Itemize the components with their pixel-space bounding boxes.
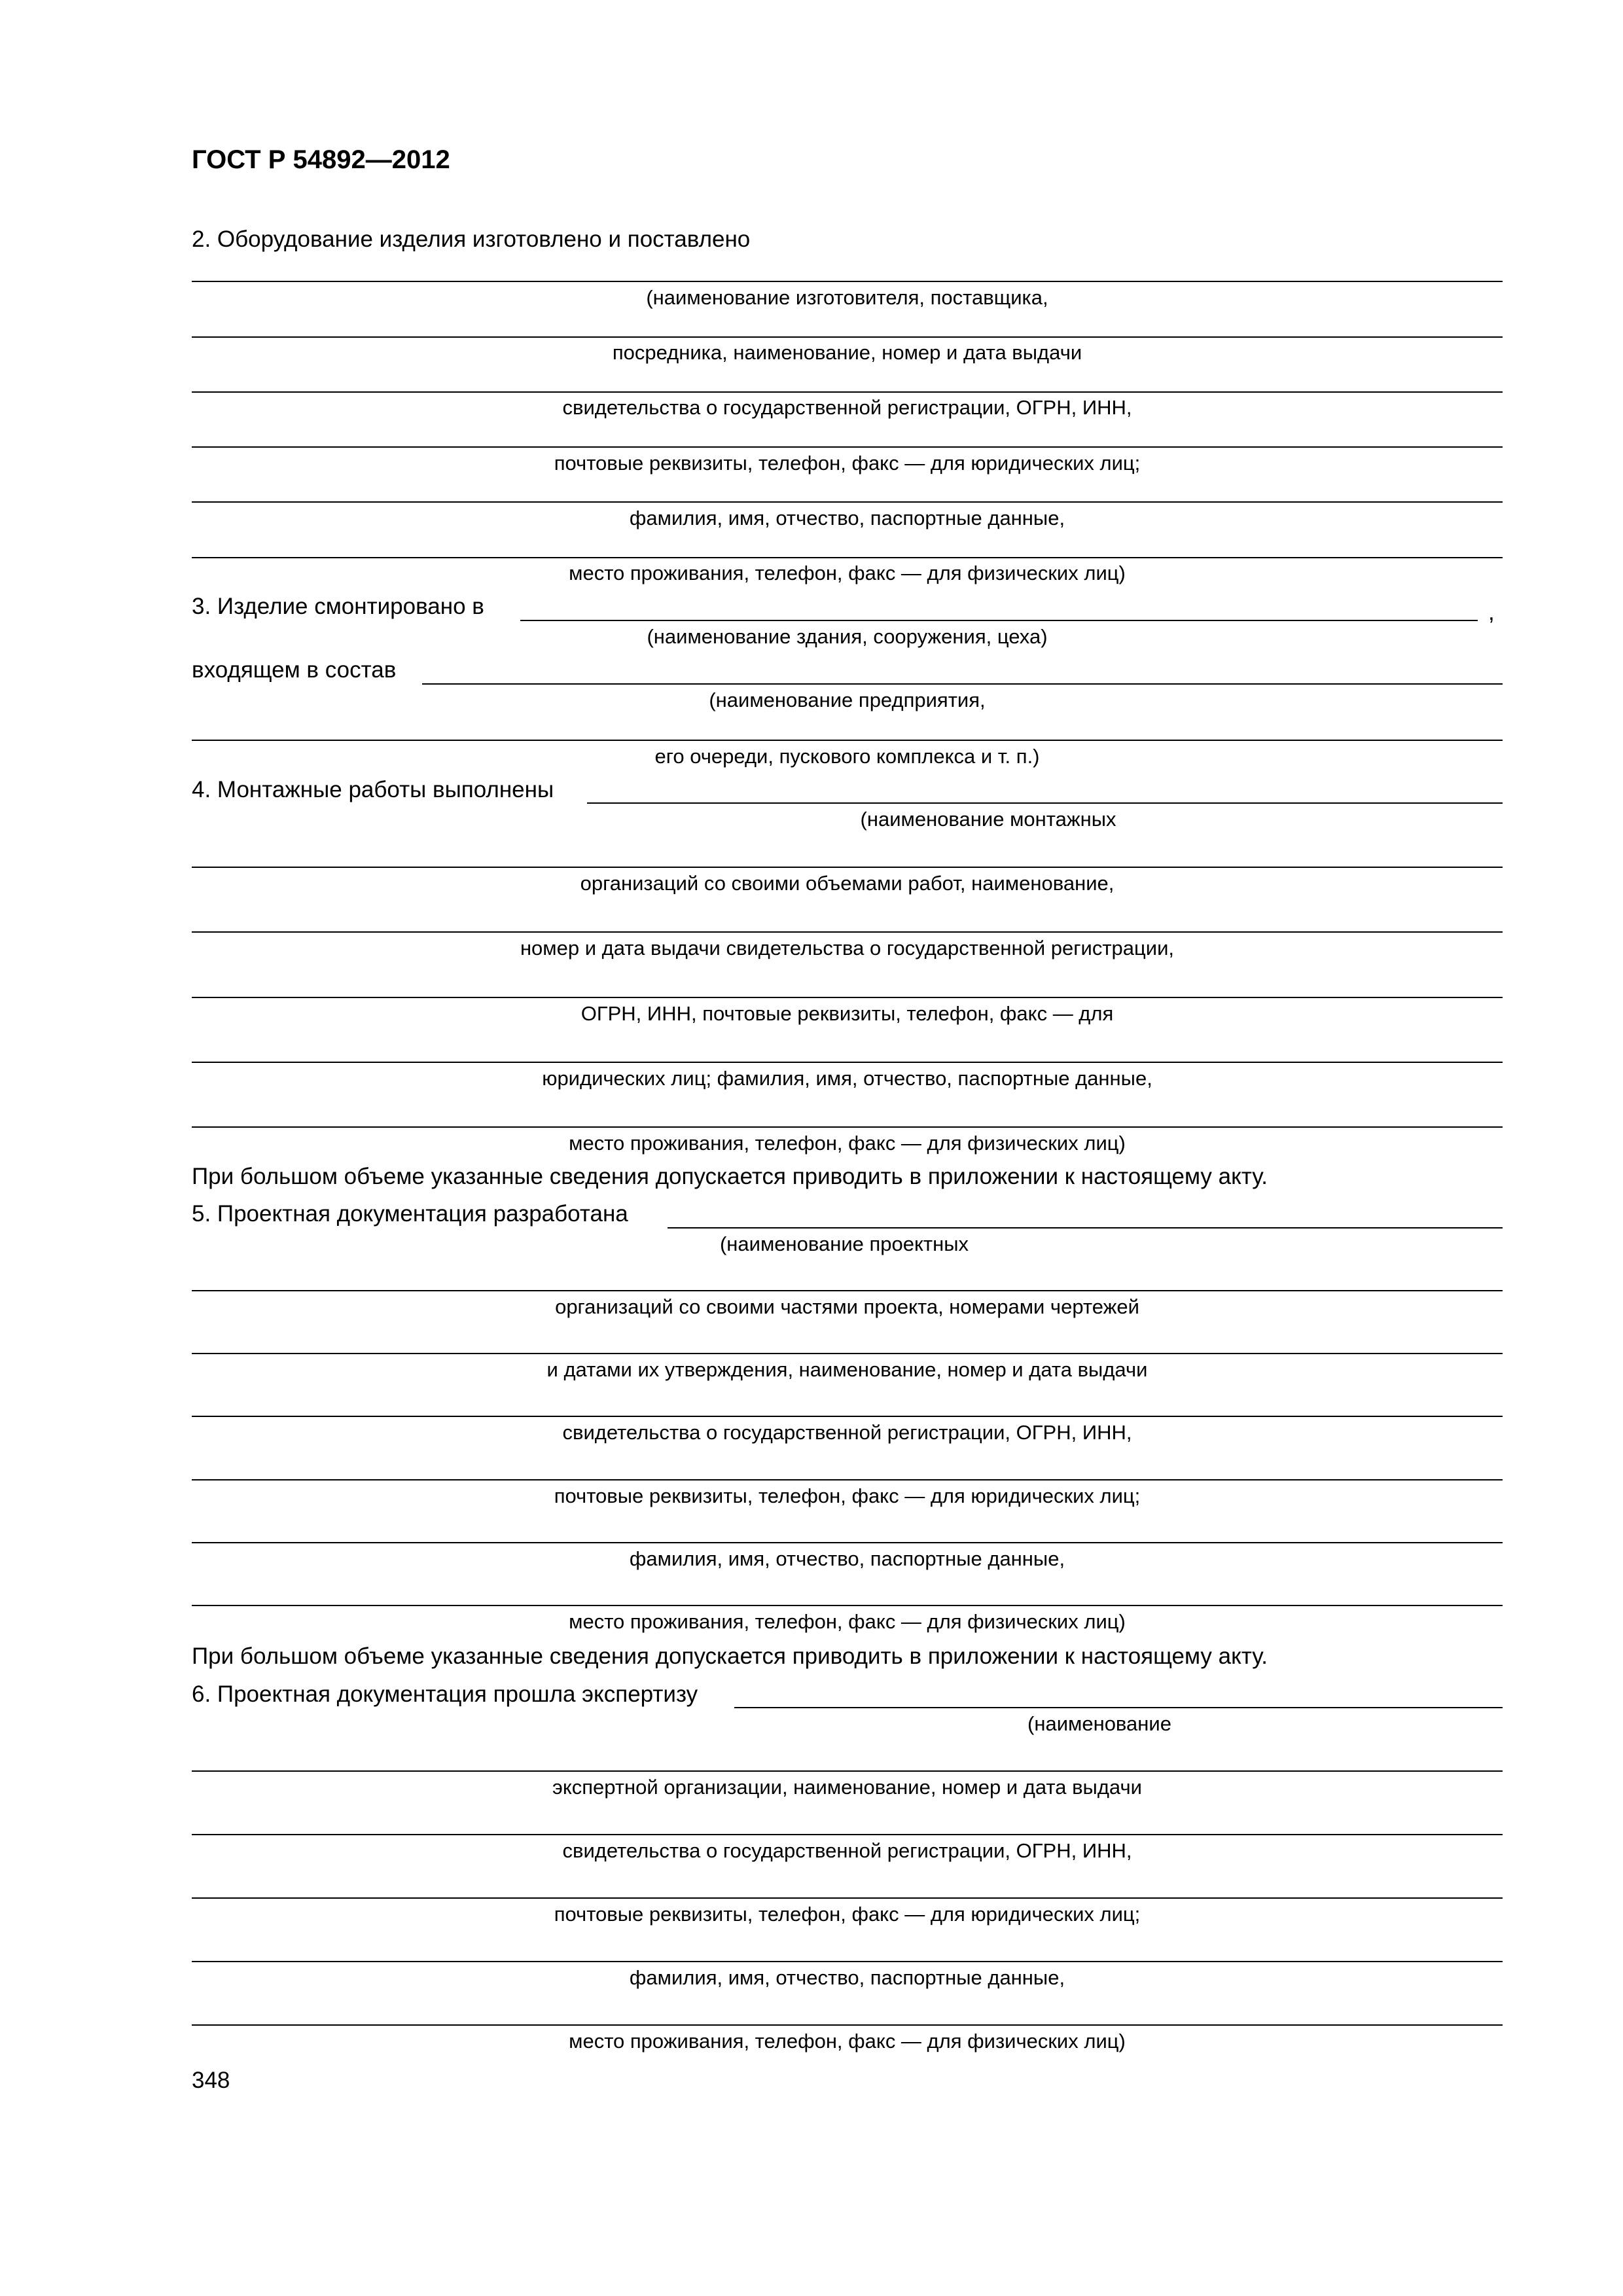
- section-3-sublabel: входящем в состав: [192, 657, 397, 683]
- field-caption: фамилия, имя, отчество, паспортные данные,: [629, 507, 1065, 529]
- fill-line: [668, 1227, 1503, 1229]
- field-caption: свидетельства о государственной регистрации, ОГРН, ИНН,: [562, 396, 1132, 419]
- fill-line: [192, 1062, 1503, 1063]
- section-6-label: 6. Проектная документация прошла экспертизу: [192, 1681, 698, 1707]
- fill-line: [192, 1605, 1503, 1606]
- field-caption: фамилия, имя, отчество, паспортные данные,: [629, 1547, 1065, 1570]
- field-caption: ОГРН, ИНН, почтовые реквизиты, телефон, факс — для: [580, 1002, 1114, 1025]
- field-caption: (наименование: [1027, 1712, 1171, 1735]
- fill-line: [192, 867, 1503, 868]
- fill-line: [192, 446, 1503, 448]
- field-caption: (наименование проектных: [719, 1232, 969, 1255]
- fill-line: [192, 336, 1503, 338]
- fill-line: [734, 1707, 1503, 1708]
- fill-line: [192, 1770, 1503, 1772]
- appendix-note: При большом объеме указанные сведения допускается приводить в приложении к настоящему акту.: [192, 1643, 1268, 1669]
- fill-line: [192, 1416, 1503, 1417]
- fill-line: [192, 2024, 1503, 2026]
- fill-line: [587, 802, 1503, 804]
- fill-line: [192, 557, 1503, 558]
- fill-line: [192, 1961, 1503, 1962]
- fill-line: [192, 1290, 1503, 1291]
- field-caption: свидетельства о государственной регистрации, ОГРН, ИНН,: [562, 1421, 1132, 1444]
- section-5-label: 5. Проектная документация разработана: [192, 1201, 628, 1227]
- field-caption: юридических лиц; фамилия, имя, отчество, паспортные данные,: [542, 1067, 1152, 1090]
- section-4-label: 4. Монтажные работы выполнены: [192, 777, 554, 802]
- field-caption: почтовые реквизиты, телефон, факс — для юридических лиц;: [554, 1484, 1141, 1507]
- field-caption: (наименование здания, сооружения, цеха): [647, 625, 1048, 648]
- field-caption: (наименование предприятия,: [709, 689, 986, 711]
- section-3-label: 3. Изделие смонтировано в: [192, 594, 484, 619]
- fill-line: [192, 931, 1503, 933]
- fill-line: [192, 997, 1503, 998]
- field-caption: организаций со своими частями проекта, номерами чертежей: [555, 1295, 1139, 1318]
- fill-line: [192, 740, 1503, 741]
- page-number: 348: [192, 2068, 230, 2093]
- field-caption: номер и дата выдачи свидетельства о государственной регистрации,: [520, 937, 1175, 960]
- fill-line: [192, 1834, 1503, 1835]
- fill-line: [192, 1479, 1503, 1480]
- fill-line: [192, 1897, 1503, 1899]
- field-caption: почтовые реквизиты, телефон, факс — для юридических лиц;: [554, 452, 1141, 475]
- fill-line: [192, 1542, 1503, 1543]
- appendix-note: При большом объеме указанные сведения допускается приводить в приложении к настоящему акту.: [192, 1164, 1268, 1189]
- field-caption: и датами их утверждения, наименование, номер и дата выдачи: [546, 1358, 1148, 1381]
- field-caption: место проживания, телефон, факс — для физических лиц): [569, 562, 1126, 584]
- field-caption: почтовые реквизиты, телефон, факс — для юридических лиц;: [554, 1903, 1141, 1926]
- fill-line: [192, 501, 1503, 503]
- fill-line: [422, 683, 1503, 685]
- field-caption: экспертной организации, наименование, номер и дата выдачи: [552, 1776, 1142, 1799]
- field-caption: место проживания, телефон, факс — для физических лиц): [569, 1610, 1126, 1633]
- fill-line: [192, 281, 1503, 282]
- field-caption: свидетельства о государственной регистрации, ОГРН, ИНН,: [562, 1839, 1132, 1862]
- field-caption: организаций со своими объемами работ, наименование,: [580, 872, 1115, 895]
- fill-line: [192, 1353, 1503, 1354]
- document-header: ГОСТ Р 54892—2012: [192, 145, 450, 174]
- section-2-label: 2. Оборудование изделия изготовлено и поставлено: [192, 226, 751, 252]
- field-caption: посредника, наименование, номер и дата выдачи: [612, 341, 1082, 364]
- field-caption: место проживания, телефон, факс — для физических лиц): [569, 1132, 1126, 1155]
- fill-line: [192, 391, 1503, 393]
- field-caption: (наименование изготовителя, поставщика,: [646, 286, 1048, 309]
- field-caption: его очереди, пускового комплекса и т. п.): [654, 745, 1040, 768]
- fill-line: [520, 620, 1478, 621]
- trailing-comma: ,: [1488, 600, 1495, 625]
- field-caption: место проживания, телефон, факс — для физических лиц): [569, 2030, 1126, 2053]
- fill-line: [192, 1126, 1503, 1128]
- field-caption: фамилия, имя, отчество, паспортные данные,: [629, 1966, 1065, 1989]
- field-caption: (наименование монтажных: [860, 808, 1116, 831]
